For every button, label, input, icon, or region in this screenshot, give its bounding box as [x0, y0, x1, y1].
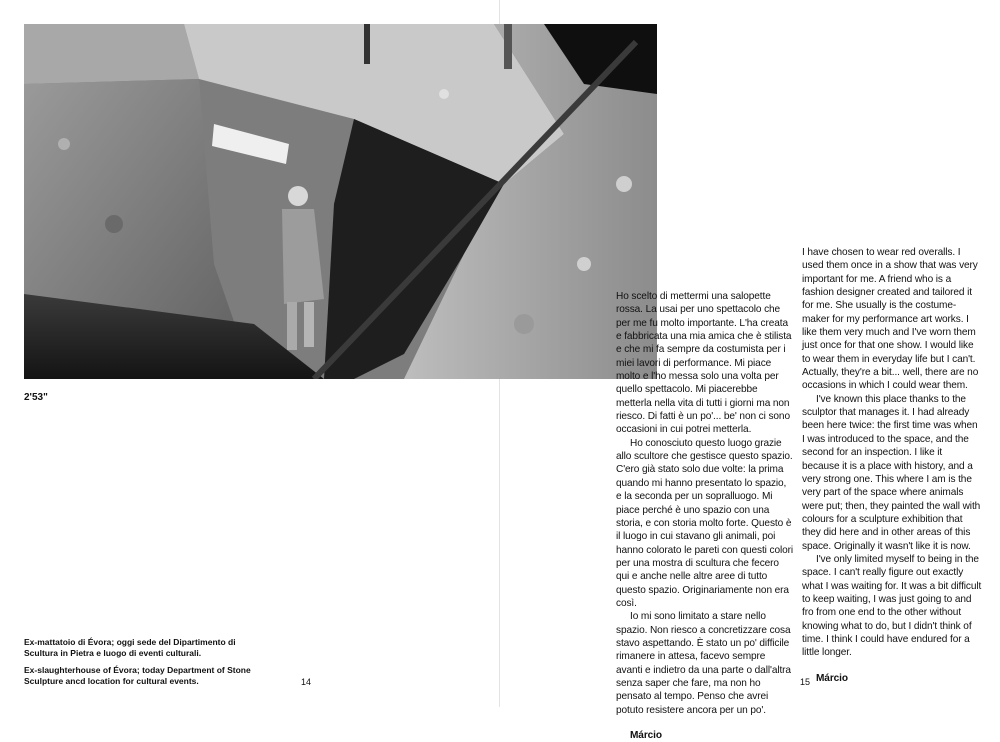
- photo: [24, 24, 657, 379]
- english-signature: Márcio: [816, 672, 848, 684]
- page-number-left: 14: [301, 677, 312, 687]
- english-paragraph: I've only limited myself to being in the space. I can't really figure out exactly what I was waiting for. It was a bit difficult to keep waiting, I was just going to and fro from one end to the other without knowing what to do, but I didn't think of time. I think I could have endured for a little longer.: [802, 553, 982, 659]
- italian-signature: Márcio: [630, 730, 662, 741]
- english-text-column: [802, 246, 982, 685]
- timecode: 2'53": [24, 392, 48, 403]
- italian-paragraph: Io mi sono limitato a stare nello spazio. Non riesco a concretizzare cosa stavo aspettando. È stato un po' difficile rimanere in attesa, facevo sempre avanti e indietro da una parte o dall'altra senza saper che fare, ma non ho pensato al tempo. Penso che avrei potuto resistere ancora per un po'.: [616, 611, 791, 716]
- page-number-right: 15: [800, 677, 811, 687]
- english-paragraph: I have chosen to wear red overalls. I used them once in a show that was very important for me. A friend who is a fashion designer created and tailored it for me. She usually is the costume-maker for my performance art works. I like them very much and I've worn them just once for that one show. I would like to wear them in everyday life but I can't. Actually, they're a bit... well, there are no occasions in which I could wear them.: [802, 247, 979, 392]
- italian-paragraph: Ho conosciuto questo luogo grazie allo scultore che gestisce questo spazio. C'ero già stato solo due volte: la prima quando mi hanno presentato lo spazio, e la seconda per un sopralluogo. Mi piace perché è uno spazio con una storia, e con storia molto forte. Questo è il luogo in cui stavano gli animali, poi hanno colorato le pareti con questi colori per una mostra di scultura che fecero qui e anche nelle altre aree di tutto questo spazio. Originariamente non era così.: [616, 437, 794, 609]
- caption-english: Ex-slaughterhouse of Évora; today Department of Stone Sculpture ancd location for cultural events.: [24, 665, 251, 686]
- italian-paragraph: Ho scelto di mettermi una salopette rossa. La usai per uno spettacolo che per me fu molto importante. L'ha creata e fabbricata una mia amica che è stilista e che mi fa sempre da costumista per i miei lavori di performance. Mi piace molto e l'ho messa solo una volta per quello spettacolo. Mi piacerebbe metterla nella vita di tutti i giorni ma non riesco. Di fatti è un po'... be' non ci sono occasioni in cui potrei metterla.: [616, 291, 792, 436]
- caption-italian: Ex-mattatoio di Évora; oggi sede del Dipartimento di Scultura in Pietra e luogo di eventi culturali.: [24, 637, 236, 658]
- italian-text-column: [616, 290, 794, 742]
- english-paragraph: I've known this place thanks to the sculptor that manages it. I had already been here twice: the first time was when I was introduced to the space, and the second for an inspection. I like it because it is a place with history, and a very strong one. This where I am is the very part of the space where animals were put; then, they painted the wall with colours for a sculpture exhibition that they did here and in other areas of this space. Originally it wasn't like it is now.: [802, 393, 981, 552]
